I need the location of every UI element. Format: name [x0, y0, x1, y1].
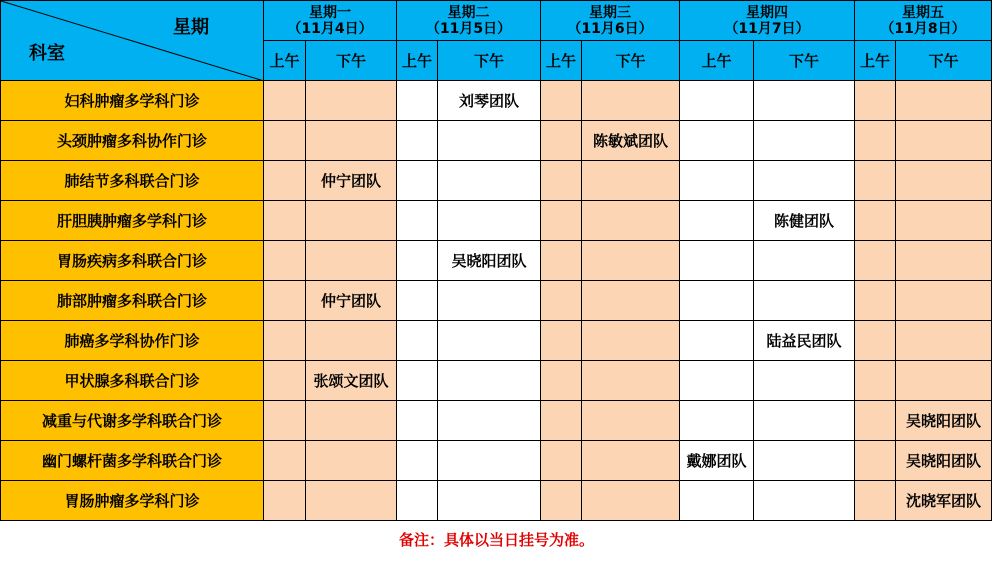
schedule-cell	[264, 121, 306, 161]
day-name: 星期五	[902, 4, 944, 21]
schedule-cell	[397, 121, 438, 161]
day-header-fri	[855, 1, 992, 41]
pm-header: 下午	[438, 41, 541, 81]
schedule-cell	[680, 481, 754, 521]
schedule-cell	[438, 321, 541, 361]
department-name: 胃肠肿瘤多学科门诊	[1, 481, 264, 521]
schedule-cell	[438, 401, 541, 441]
schedule-cell	[541, 201, 582, 241]
schedule-cell	[582, 161, 680, 201]
schedule-cell	[754, 81, 855, 121]
table-row	[1, 241, 992, 281]
table-row	[1, 281, 992, 321]
department-name: 减重与代谢多学科联合门诊	[1, 401, 264, 441]
table-row	[1, 201, 992, 241]
schedule-cell	[438, 361, 541, 401]
schedule-cell	[306, 121, 397, 161]
day-name: 星期三	[589, 4, 631, 21]
schedule-cell	[397, 81, 438, 121]
schedule-cell	[680, 321, 754, 361]
day-date: （11月7日）	[724, 20, 810, 37]
am-header: 上午	[855, 41, 896, 81]
pm-header: 下午	[582, 41, 680, 81]
schedule-cell	[541, 281, 582, 321]
schedule-cell	[397, 481, 438, 521]
team-cell: 陈健团队	[754, 201, 855, 241]
schedule-cell	[855, 161, 896, 201]
day-date: （11月6日）	[567, 20, 653, 37]
department-name: 妇科肿瘤多学科门诊	[1, 81, 264, 121]
department-name: 胃肠疾病多科联合门诊	[1, 241, 264, 281]
day-name: 星期四	[746, 4, 788, 21]
schedule-cell	[397, 161, 438, 201]
schedule-cell	[397, 281, 438, 321]
schedule-cell	[397, 241, 438, 281]
schedule-cell	[541, 161, 582, 201]
schedule-cell	[680, 401, 754, 441]
schedule-cell	[582, 441, 680, 481]
schedule-cell	[264, 201, 306, 241]
schedule-cell	[855, 441, 896, 481]
team-cell: 吴晓阳团队	[896, 441, 992, 481]
day-date: （11月8日）	[880, 20, 966, 37]
schedule-cell	[264, 281, 306, 321]
am-header: 上午	[397, 41, 438, 81]
schedule-cell	[438, 201, 541, 241]
weekday-corner-label: 星期	[173, 17, 209, 38]
schedule-cell	[306, 321, 397, 361]
schedule-cell	[896, 361, 992, 401]
schedule-cell	[264, 401, 306, 441]
schedule-cell	[754, 361, 855, 401]
schedule-cell	[306, 441, 397, 481]
schedule-cell	[582, 81, 680, 121]
team-cell: 张颂文团队	[306, 361, 397, 401]
schedule-cell	[855, 401, 896, 441]
schedule-cell	[306, 201, 397, 241]
table-row	[1, 161, 992, 201]
schedule-cell	[680, 361, 754, 401]
department-name: 头颈肿瘤多科协作门诊	[1, 121, 264, 161]
schedule-cell	[264, 361, 306, 401]
day-header-tue	[397, 1, 541, 41]
schedule-cell	[680, 241, 754, 281]
schedule-cell	[855, 321, 896, 361]
schedule-cell	[438, 481, 541, 521]
team-cell: 沈晓军团队	[896, 481, 992, 521]
schedule-cell	[582, 201, 680, 241]
pm-header: 下午	[754, 41, 855, 81]
schedule-cell	[855, 241, 896, 281]
department-corner-label: 科室	[29, 43, 65, 64]
schedule-cell	[680, 201, 754, 241]
table-row	[1, 121, 992, 161]
schedule-cell	[680, 121, 754, 161]
day-date: （11月4日）	[287, 20, 373, 37]
schedule-cell	[397, 361, 438, 401]
table-row	[1, 481, 992, 521]
schedule-cell	[582, 361, 680, 401]
schedule-cell	[541, 401, 582, 441]
schedule-cell	[397, 441, 438, 481]
department-name: 甲状腺多科联合门诊	[1, 361, 264, 401]
schedule-cell	[855, 121, 896, 161]
team-cell: 吴晓阳团队	[438, 241, 541, 281]
schedule-cell	[397, 321, 438, 361]
schedule-cell	[855, 281, 896, 321]
table-row	[1, 361, 992, 401]
schedule-cell	[397, 201, 438, 241]
team-cell: 吴晓阳团队	[896, 401, 992, 441]
schedule-cell	[306, 401, 397, 441]
team-cell: 戴娜团队	[680, 441, 754, 481]
schedule-cell	[438, 281, 541, 321]
team-cell: 陈敏斌团队	[582, 121, 680, 161]
schedule-cell	[264, 161, 306, 201]
department-name: 肺部肿瘤多科联合门诊	[1, 281, 264, 321]
schedule-cell	[306, 241, 397, 281]
am-header: 上午	[264, 41, 306, 81]
pm-header: 下午	[896, 41, 992, 81]
team-cell: 仲宁团队	[306, 161, 397, 201]
table-row	[1, 401, 992, 441]
schedule-cell	[855, 361, 896, 401]
table-row	[1, 441, 992, 481]
team-cell: 刘琴团队	[438, 81, 541, 121]
team-cell: 陆益民团队	[754, 321, 855, 361]
day-header-mon	[264, 1, 397, 41]
schedule-cell	[896, 321, 992, 361]
schedule-cell	[896, 81, 992, 121]
table-row	[1, 321, 992, 361]
department-name: 幽门螺杆菌多学科联合门诊	[1, 441, 264, 481]
schedule-cell	[582, 401, 680, 441]
corner-header	[1, 1, 264, 81]
schedule-cell	[896, 281, 992, 321]
footnote: 备注：具体以当日挂号为准。	[398, 531, 594, 549]
schedule-cell	[541, 441, 582, 481]
schedule-cell	[754, 401, 855, 441]
schedule-cell	[896, 241, 992, 281]
schedule-cell	[264, 81, 306, 121]
department-name: 肝胆胰肿瘤多学科门诊	[1, 201, 264, 241]
team-cell: 仲宁团队	[306, 281, 397, 321]
schedule-cell	[264, 241, 306, 281]
schedule-cell	[264, 321, 306, 361]
schedule-cell	[438, 161, 541, 201]
schedule-cell	[680, 81, 754, 121]
department-name: 肺结节多科联合门诊	[1, 161, 264, 201]
schedule-cell	[541, 361, 582, 401]
schedule-cell	[541, 81, 582, 121]
schedule-cell	[896, 121, 992, 161]
day-name: 星期二	[447, 4, 490, 21]
day-name: 星期一	[309, 4, 351, 21]
table-row	[1, 81, 992, 121]
schedule-cell	[855, 201, 896, 241]
schedule-cell	[855, 81, 896, 121]
schedule-cell	[397, 401, 438, 441]
schedule-cell	[582, 241, 680, 281]
schedule-cell	[541, 121, 582, 161]
schedule-cell	[582, 321, 680, 361]
schedule-cell	[582, 281, 680, 321]
schedule-cell	[264, 481, 306, 521]
schedule-cell	[438, 121, 541, 161]
schedule-cell	[541, 241, 582, 281]
schedule-cell	[541, 481, 582, 521]
schedule-cell	[754, 481, 855, 521]
day-header-thu	[680, 1, 855, 41]
schedule-cell	[754, 161, 855, 201]
schedule-cell	[438, 441, 541, 481]
schedule-cell	[306, 481, 397, 521]
schedule-cell	[754, 241, 855, 281]
day-header-wed	[541, 1, 680, 41]
day-date: （11月5日）	[425, 20, 512, 37]
schedule-cell	[680, 161, 754, 201]
schedule-cell	[680, 281, 754, 321]
schedule-cell	[306, 81, 397, 121]
schedule-cell	[754, 121, 855, 161]
pm-header: 下午	[306, 41, 397, 81]
schedule-cell	[896, 161, 992, 201]
schedule-cell	[582, 481, 680, 521]
am-header: 上午	[541, 41, 582, 81]
schedule-cell	[855, 481, 896, 521]
schedule-cell	[541, 321, 582, 361]
am-header: 上午	[680, 41, 754, 81]
schedule-cell	[264, 441, 306, 481]
department-name: 肺癌多学科协作门诊	[1, 321, 264, 361]
schedule-cell	[754, 281, 855, 321]
schedule-cell	[896, 201, 992, 241]
schedule-cell	[754, 441, 855, 481]
